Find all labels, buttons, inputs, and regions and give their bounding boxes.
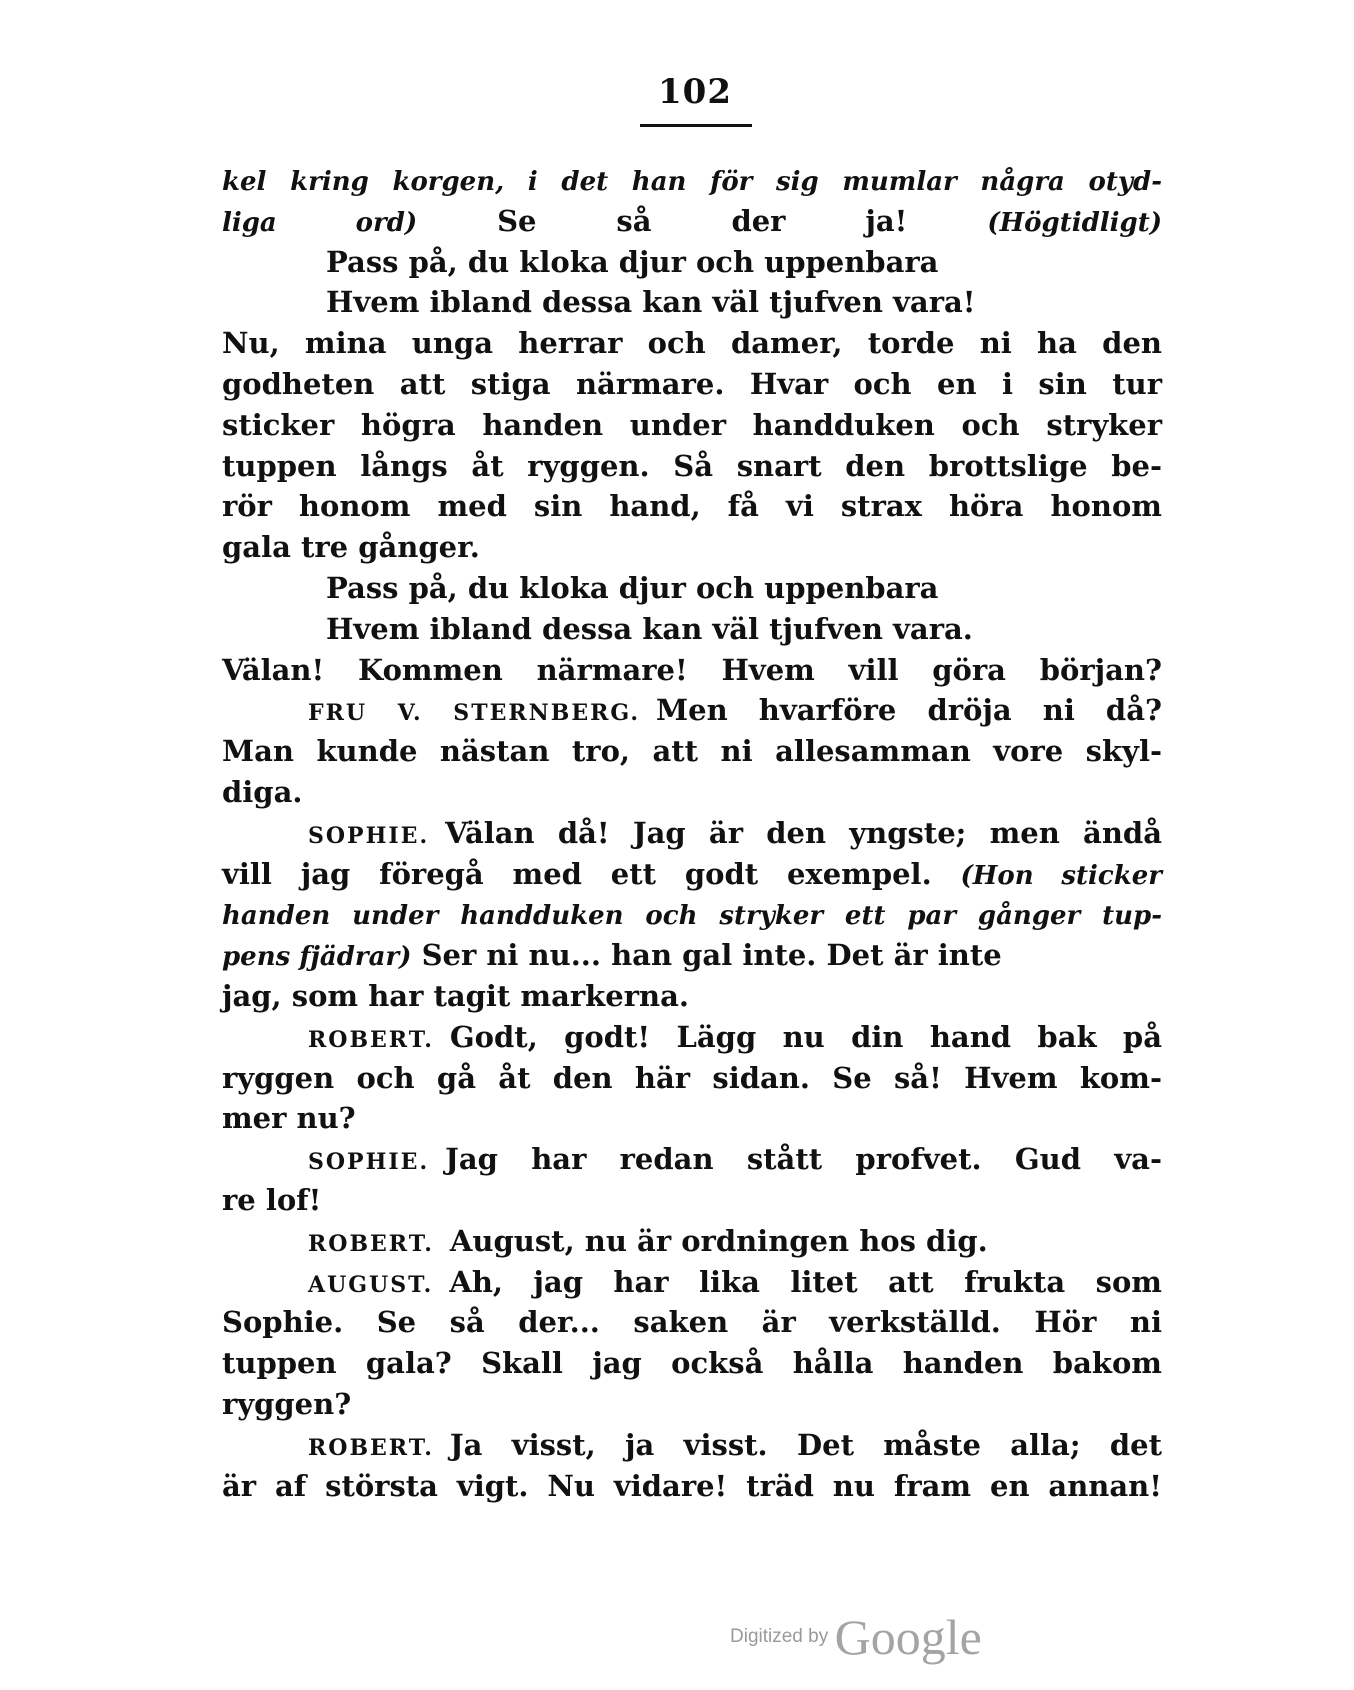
text-line <box>222 690 1162 731</box>
text-line <box>222 935 1162 976</box>
stage-direction: (Högtidligt) <box>987 207 1163 238</box>
line-text: Nu, mina unga herrar och damer, torde ni ha den <box>222 326 1162 361</box>
text-line <box>222 405 1162 446</box>
line-text: Se så der ja! <box>417 203 988 238</box>
stage-direction: handen under handduken och stryker ett par gånger tup- <box>222 901 1162 932</box>
google-logo-text: Google <box>834 1609 982 1665</box>
speech-text: Välan då! Jag är den yngste; men ändå <box>445 815 1162 850</box>
text-line <box>222 282 1162 323</box>
line-text: gala tre gånger. <box>222 530 480 565</box>
text-line <box>222 1425 1162 1466</box>
line-text: godheten att stiga närmare. Hvar och en i sin tur <box>222 366 1162 401</box>
page-number: 102 <box>658 72 732 112</box>
line-text: tuppen gala? Skall jag också hålla handen bakom <box>222 1346 1162 1381</box>
line-text: vill jag föregå med ett godt exempel. <box>222 856 961 891</box>
stage-direction: (Hon sticker <box>960 860 1162 891</box>
verse-line-text: Hvem ibland dessa kan väl tjufven vara! <box>326 285 976 320</box>
speaker-name: ROBERT. <box>308 1434 434 1461</box>
text-line <box>222 772 1162 813</box>
speaker-name: FRU V. STERNBERG. <box>308 700 641 727</box>
line-text: re lof! <box>222 1182 322 1217</box>
verse-line-text: Pass på, du kloka djur och uppenbara <box>326 570 939 605</box>
speaker-name: AUGUST. <box>308 1271 434 1298</box>
text-line <box>222 486 1162 527</box>
text-line <box>222 1058 1162 1099</box>
text-line <box>222 813 1162 854</box>
verse-line-text: Pass på, du kloka djur och uppenbara <box>326 244 939 279</box>
text-line <box>222 1466 1162 1507</box>
text-line <box>222 731 1162 772</box>
speaker-name: SOPHIE. <box>308 1149 430 1176</box>
line-text: är af största vigt. Nu vidare! träd nu fram en annan! <box>222 1468 1162 1503</box>
text-line <box>222 1180 1162 1221</box>
line-text: Välan! Kommen närmare! Hvem vill göra början? <box>222 652 1162 687</box>
line-text: tuppen långs åt ryggen. Så snart den brottslige be- <box>222 448 1162 483</box>
speaker-name: SOPHIE. <box>308 822 430 849</box>
text-line <box>222 1017 1162 1058</box>
text-line <box>222 1384 1162 1425</box>
text-line <box>222 1098 1162 1139</box>
text-line <box>222 1343 1162 1384</box>
line-text: ryggen och gå åt den här sidan. Se så! Hvem kom- <box>222 1060 1162 1095</box>
text-line <box>222 1221 1162 1262</box>
text-line <box>222 1302 1162 1343</box>
stage-direction: liga ord) <box>222 207 418 238</box>
text-line <box>222 364 1162 405</box>
speech-text: Ja visst, ja visst. Det måste alla; det <box>449 1427 1162 1462</box>
speech-text: Ah, jag har lika litet att frukta som <box>449 1264 1162 1299</box>
speech-text: Godt, godt! Lägg nu din hand bak på <box>449 1019 1162 1054</box>
text-line <box>222 976 1162 1017</box>
page-number-rule <box>640 124 752 127</box>
text-line <box>222 650 1162 691</box>
watermark-prefix: Digitized by <box>730 1626 829 1647</box>
speech-text: Men hvarföre dröja ni då? <box>656 693 1162 728</box>
line-text: sticker högra handen under handduken och stryker <box>222 407 1162 442</box>
text-line <box>222 160 1162 201</box>
text-line <box>222 568 1162 609</box>
text-line <box>222 201 1162 242</box>
line-text: Ser ni nu... han gal inte. Det är inte <box>411 938 1002 973</box>
line-text: Sophie. Se så der... saken är verkställd. Hör ni <box>222 1305 1162 1340</box>
line-text: Man kunde nästan tro, att ni allesamman vore skyl- <box>222 734 1162 769</box>
text-line <box>222 242 1162 283</box>
line-text: rör honom med sin hand, få vi strax höra honom <box>222 489 1162 524</box>
text-line <box>222 854 1162 895</box>
text-line <box>222 1139 1162 1180</box>
line-text: mer nu? <box>222 1101 356 1136</box>
text-line <box>222 527 1162 568</box>
verse-line-text: Hvem ibland dessa kan väl tjufven vara. <box>326 611 973 646</box>
stage-direction: pens fjädrar) <box>222 942 412 973</box>
speech-text: August, nu är ordningen hos dig. <box>449 1223 988 1258</box>
stage-direction: kel kring korgen, i det han för sig mumlar några otyd- <box>222 167 1162 197</box>
speaker-name: ROBERT. <box>308 1230 434 1257</box>
speech-text: Jag har redan stått profvet. Gud va- <box>445 1142 1162 1177</box>
text-line <box>222 609 1162 650</box>
text-line <box>222 323 1162 364</box>
speaker-name: ROBERT. <box>308 1026 434 1053</box>
line-text: ryggen? <box>222 1386 352 1421</box>
digitized-by-google-watermark <box>730 1608 982 1666</box>
text-line <box>222 894 1162 935</box>
line-text: jag, som har tagit markerna. <box>222 978 689 1013</box>
line-text: diga. <box>222 774 303 809</box>
body-text <box>222 160 1162 1506</box>
text-line <box>222 1262 1162 1303</box>
text-line <box>222 446 1162 487</box>
